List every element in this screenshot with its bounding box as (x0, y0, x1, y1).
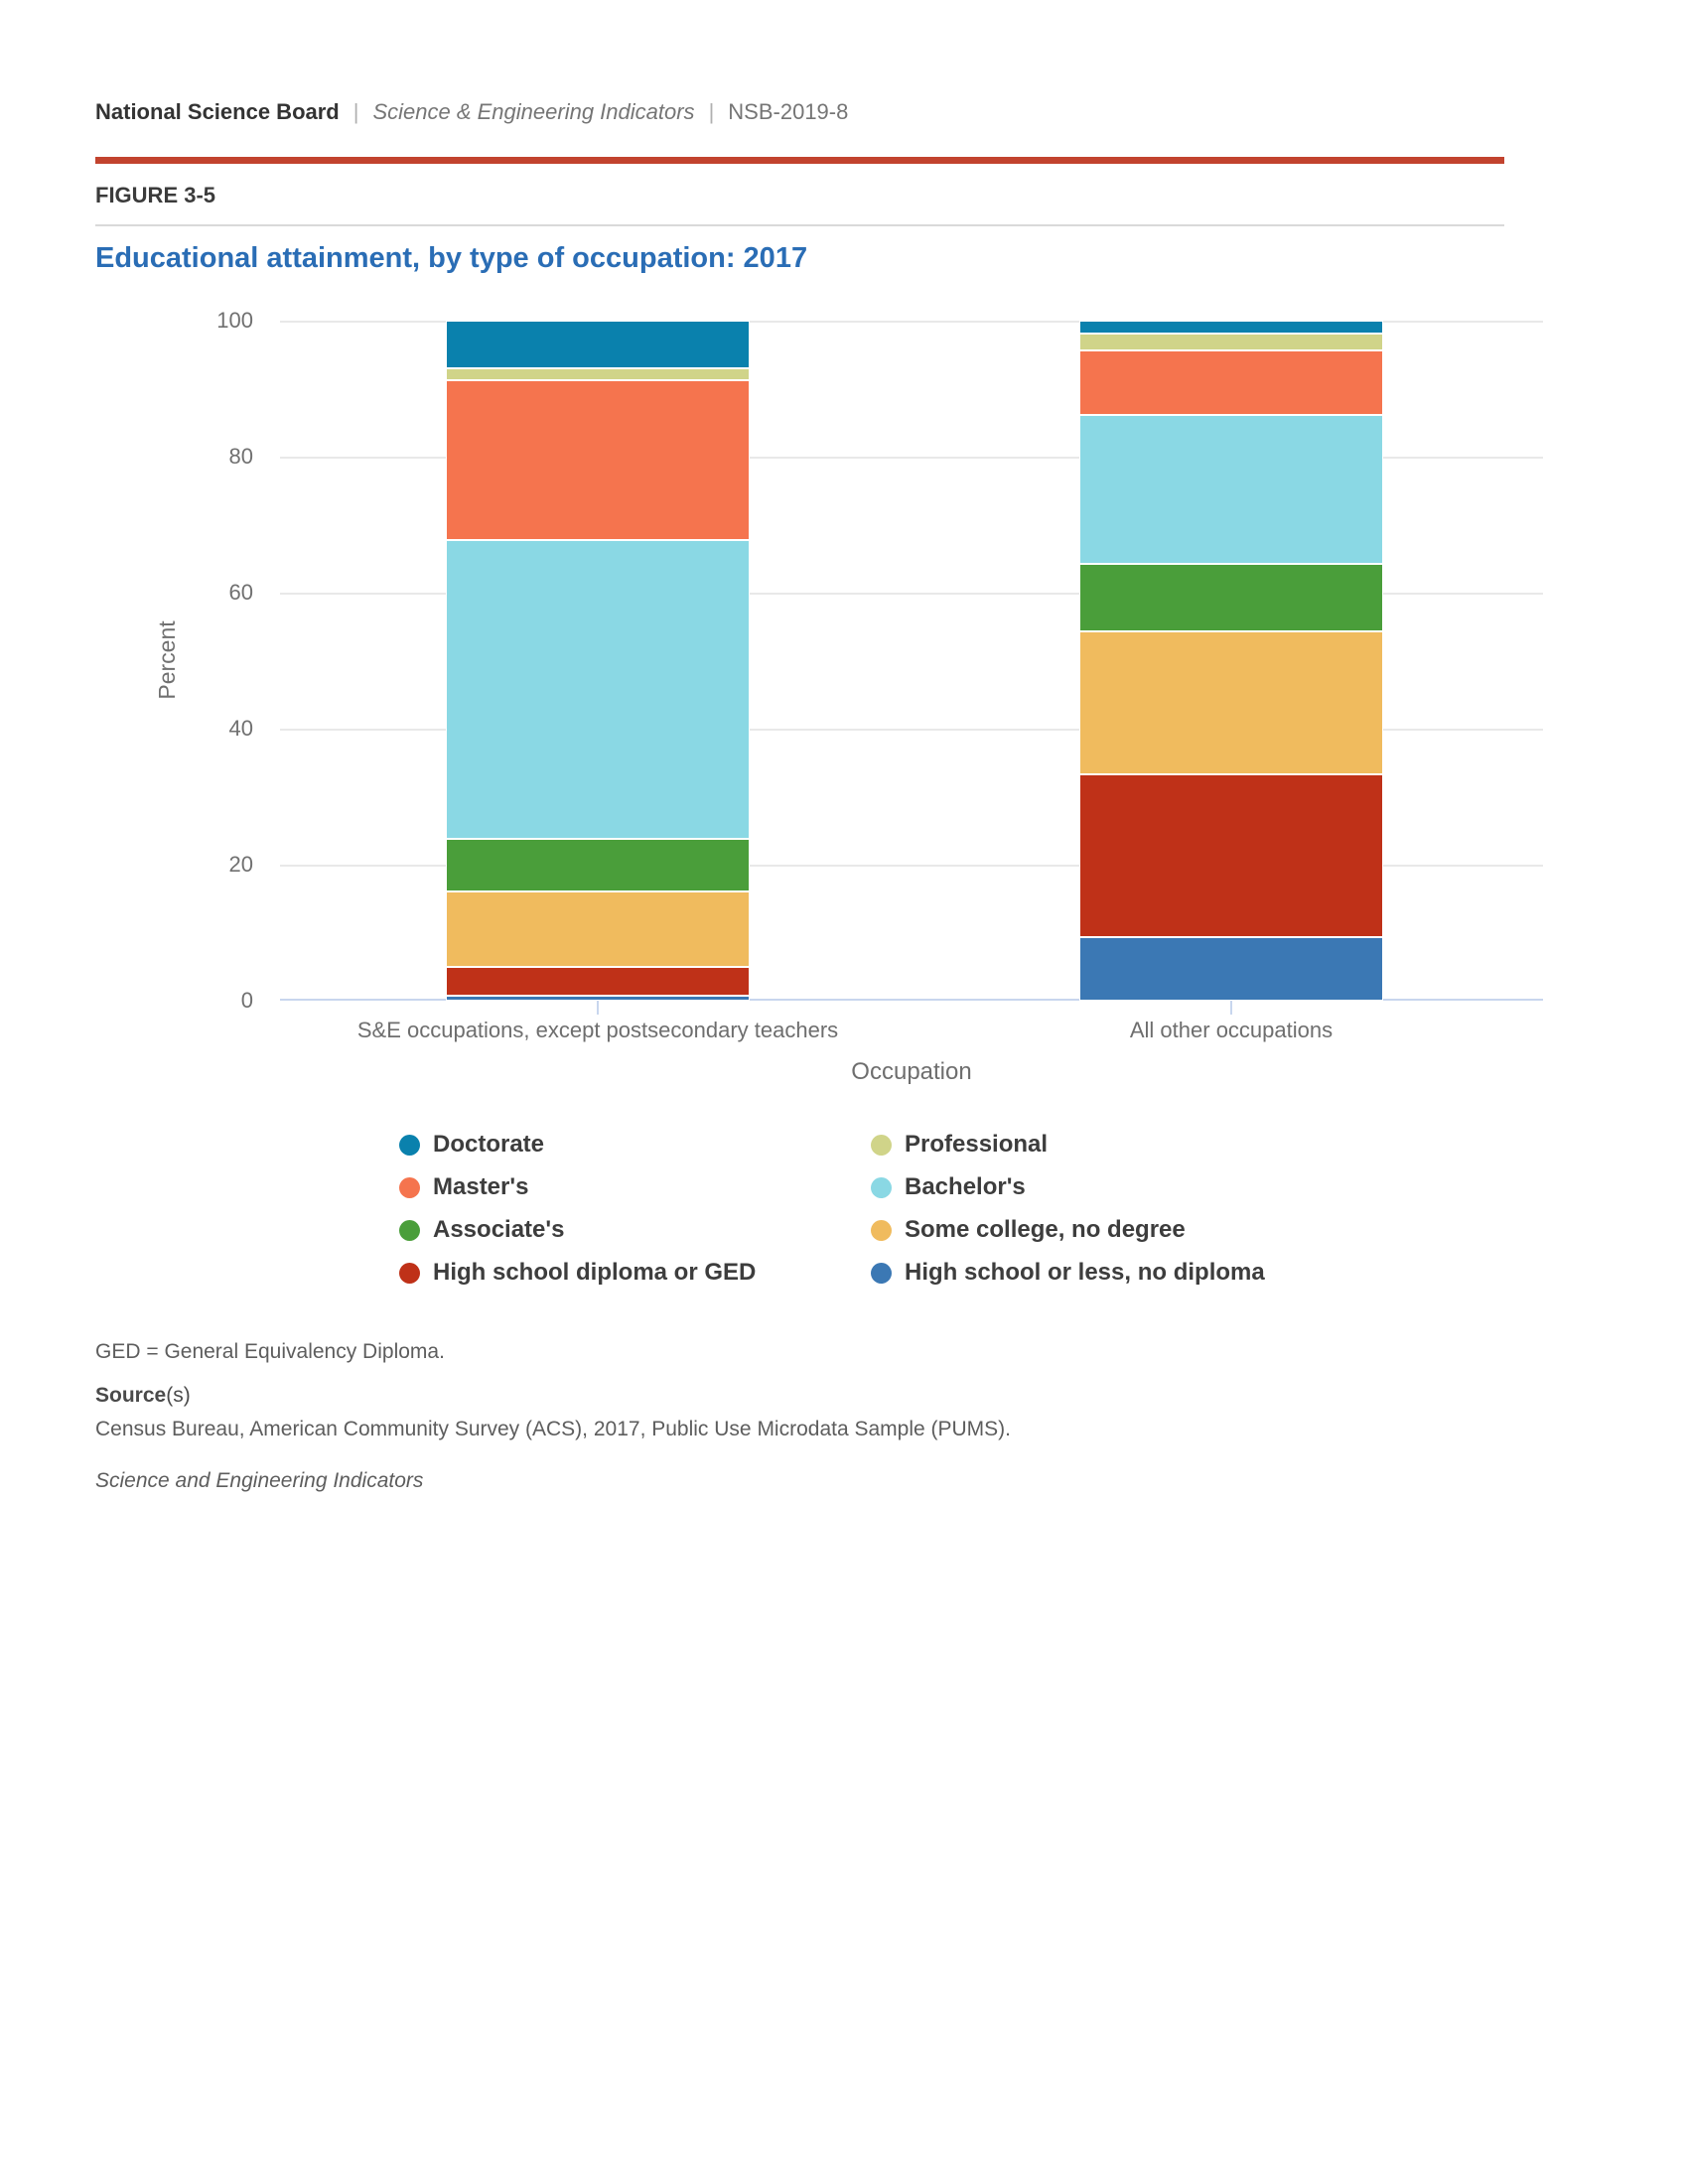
separator: | (708, 99, 715, 124)
segment-bachelor-s-s-e-occupations-except-postsecondary-teachers[interactable] (446, 540, 750, 839)
legend-column-2 (871, 1130, 1265, 1288)
legend-label-high-school-diploma-or-ged: High school diploma or GED (433, 1259, 757, 1286)
x-category-label-s-e-occupations-except-postsecondary-teachers: S&E occupations, except postsecondary teachers (356, 1018, 839, 1042)
segment-professional-s-e-occupations-except-postsecondary-teachers[interactable] (446, 368, 750, 380)
legend-item-master-s[interactable] (399, 1172, 756, 1202)
legend-marker-doctorate (399, 1135, 420, 1156)
segment-high-school-or-less-no-diploma-all-other-occupations[interactable] (1079, 937, 1383, 1001)
figure-label: FIGURE 3-5 (95, 183, 216, 207)
separator: | (352, 99, 359, 124)
legend-label-bachelor-s: Bachelor's (905, 1173, 1026, 1200)
accent-rule (95, 157, 1504, 164)
legend-label-some-college-no-degree: Some college, no degree (905, 1216, 1186, 1243)
legend-marker-associate-s (399, 1220, 420, 1241)
segment-high-school-diploma-or-ged-all-other-occupations[interactable] (1079, 774, 1383, 937)
org-name: National Science Board (95, 99, 340, 124)
segment-some-college-no-degree-s-e-occupations-except-postsecondary-teachers[interactable] (446, 891, 750, 967)
figure-title: Educational attainment, by type of occupation: 2017 (95, 242, 808, 274)
legend-label-doctorate: Doctorate (433, 1131, 545, 1158)
x-category-label-all-other-occupations: All other occupations (1129, 1018, 1334, 1042)
legend-item-professional[interactable] (871, 1130, 1265, 1160)
segment-associate-s-all-other-occupations[interactable] (1079, 564, 1383, 631)
segment-doctorate-all-other-occupations[interactable] (1079, 321, 1383, 334)
figure-note: GED = General Equivalency Diploma. (95, 1340, 445, 1363)
legend-item-high-school-diploma-or-ged[interactable] (399, 1258, 756, 1288)
x-tick-s-e-occupations-except-postsecondary-teachers (597, 1001, 599, 1015)
legend-column-1 (399, 1130, 756, 1288)
x-axis-title: Occupation (851, 1058, 972, 1085)
y-tick-label-20: 20 (228, 852, 253, 877)
legend-item-some-college-no-degree[interactable] (871, 1215, 1265, 1245)
bar-s-e-occupations-except-postsecondary-teachers (446, 321, 750, 1001)
segment-doctorate-s-e-occupations-except-postsecondary-teachers[interactable] (446, 321, 750, 368)
divider-rule (95, 224, 1504, 226)
publication-name: Science & Engineering Indicators (372, 99, 695, 124)
stacked-bar-chart (280, 321, 1543, 1085)
segment-master-s-all-other-occupations[interactable] (1079, 350, 1383, 415)
y-tick-label-60: 60 (228, 580, 253, 605)
segment-high-school-diploma-or-ged-s-e-occupations-except-postsecondary-teachers[interactable] (446, 967, 750, 996)
legend-label-master-s: Master's (433, 1173, 529, 1200)
legend-item-doctorate[interactable] (399, 1130, 756, 1160)
y-tick-label-100: 100 (216, 308, 253, 333)
source-text: Census Bureau, American Community Survey (ACS), 2017, Public Use Microdata Sample (PUMS). (95, 1418, 1012, 1440)
legend-item-high-school-or-less-no-diploma[interactable] (871, 1258, 1265, 1288)
legend-label-high-school-or-less-no-diploma: High school or less, no diploma (905, 1259, 1265, 1286)
legend-marker-master-s (399, 1177, 420, 1198)
segment-associate-s-s-e-occupations-except-postsecondary-teachers[interactable] (446, 839, 750, 891)
legend-label-associate-s: Associate's (433, 1216, 565, 1243)
source-label-bold: Source (95, 1384, 167, 1407)
legend-item-associate-s[interactable] (399, 1215, 756, 1245)
bar-all-other-occupations (1079, 321, 1383, 1001)
legend-marker-high-school-diploma-or-ged (399, 1263, 420, 1284)
report-id: NSB-2019-8 (728, 99, 849, 124)
source-label (95, 1384, 191, 1408)
segment-bachelor-s-all-other-occupations[interactable] (1079, 415, 1383, 564)
legend-label-professional: Professional (905, 1131, 1049, 1158)
y-tick-label-80: 80 (228, 444, 253, 469)
x-tick-all-other-occupations (1230, 1001, 1232, 1015)
breadcrumb (95, 99, 848, 125)
legend-marker-professional (871, 1135, 892, 1156)
y-axis-title: Percent (154, 620, 180, 700)
y-tick-label-40: 40 (228, 716, 253, 741)
legend-item-bachelor-s[interactable] (871, 1172, 1265, 1202)
legend-marker-some-college-no-degree (871, 1220, 892, 1241)
segment-master-s-s-e-occupations-except-postsecondary-teachers[interactable] (446, 380, 750, 540)
legend-marker-bachelor-s (871, 1177, 892, 1198)
legend-marker-high-school-or-less-no-diploma (871, 1263, 892, 1284)
y-tick-label-0: 0 (240, 988, 253, 1013)
source-label-rest: (s) (166, 1384, 191, 1407)
segment-some-college-no-degree-all-other-occupations[interactable] (1079, 631, 1383, 774)
segment-professional-all-other-occupations[interactable] (1079, 334, 1383, 350)
publication-note: Science and Engineering Indicators (95, 1469, 424, 1492)
